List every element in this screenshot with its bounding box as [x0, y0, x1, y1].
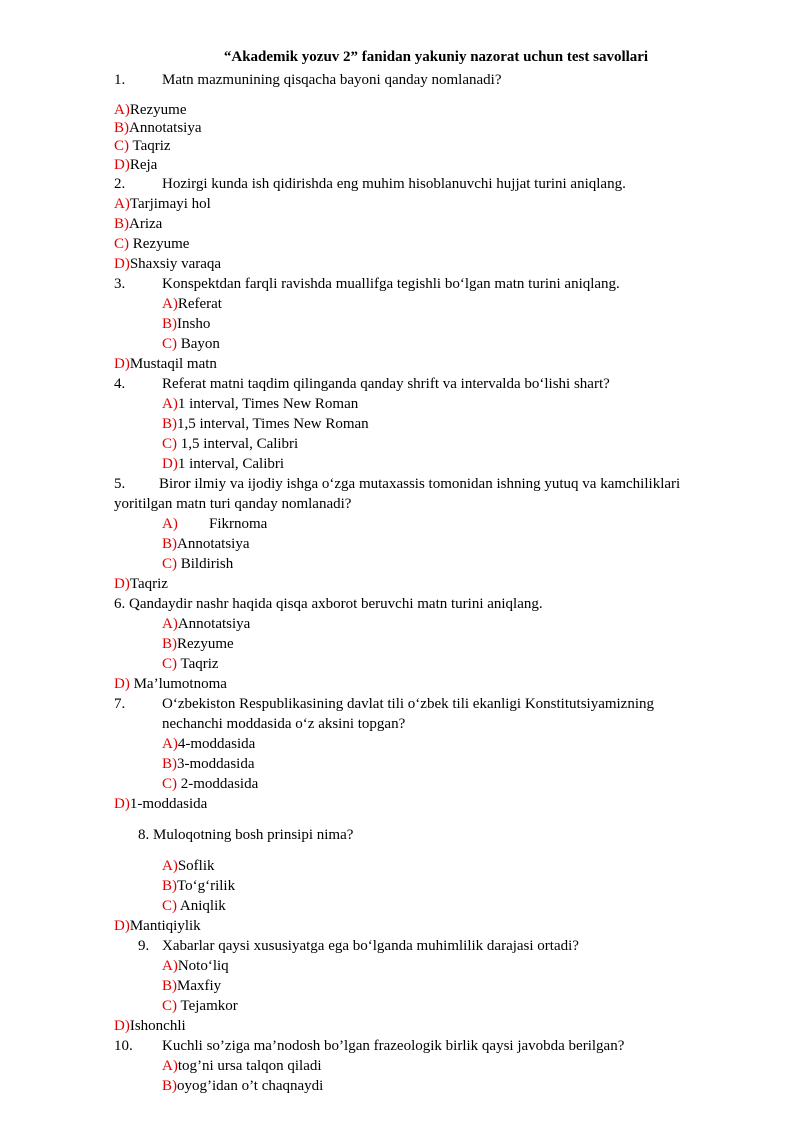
option-text: 4-moddasida [177, 736, 256, 752]
option-letter: D) [114, 157, 130, 173]
option [162, 996, 238, 1016]
option-letter: B) [162, 1078, 177, 1094]
question-text-continued: yoritilgan matn turi qanday nomlanadi? [114, 496, 352, 512]
option [114, 916, 201, 936]
question-number: 10. [114, 1038, 133, 1054]
question-text: Konspektdan farqli ravishda muallifga tegishli bo‘lgan matn turini aniqlang. [162, 276, 620, 292]
option-text: 1,5 interval, Calibri [177, 436, 299, 452]
question-text: Kuchli so’ziga ma’nodosh bo’lgan frazeologik birlik qaysi javobda berilgan? [162, 1038, 625, 1054]
question-text: Muloqotning bosh prinsipi nima? [153, 827, 354, 843]
option-letter: D) [114, 256, 130, 272]
question-number: 3. [114, 276, 126, 292]
option [162, 514, 267, 534]
question-text: Hozirgi kunda ish qidirishda eng muhim hisoblanuvchi hujjat turini aniqlang. [162, 176, 626, 192]
option-letter: B) [162, 536, 177, 552]
option-letter: D) [114, 918, 130, 934]
question-text-continued: nechanchi moddasida o‘z aksini topgan? [162, 716, 406, 732]
option [162, 774, 258, 794]
option-letter: C) [162, 556, 177, 572]
option-text: Fikrnoma [209, 516, 268, 532]
option [114, 214, 162, 234]
option-text: Rezyume [177, 636, 234, 652]
option [162, 434, 298, 454]
option [162, 856, 215, 876]
option-letter: A) [162, 396, 178, 412]
option [162, 1076, 323, 1096]
question-line [138, 825, 353, 845]
option-letter: A) [162, 858, 178, 874]
question-number: 8. [138, 827, 150, 843]
option-letter: B) [114, 216, 129, 232]
question-line [114, 594, 543, 614]
option [162, 634, 234, 654]
option [162, 394, 358, 414]
option-text: Bildirish [177, 556, 234, 572]
option-text: Annotatsiya [177, 536, 250, 552]
option [162, 896, 226, 916]
option-text: Taqriz [129, 576, 168, 592]
option-letter: B) [162, 316, 177, 332]
option-letter: C) [114, 236, 129, 252]
option [162, 754, 254, 774]
option-text: Aniqlik [177, 898, 226, 914]
option-text: Rezyume [129, 102, 187, 118]
option-text: Mustaqil matn [129, 356, 217, 372]
option-letter: D) [114, 1018, 130, 1034]
option-letter: B) [162, 978, 177, 994]
option-text: 1-moddasida [129, 796, 208, 812]
option-letter: C) [162, 436, 177, 452]
option-text: Tejamkor [177, 998, 238, 1014]
option-text: Shaxsiy varaqa [129, 256, 222, 272]
option-letter: C) [162, 898, 177, 914]
option-letter: A) [162, 516, 178, 532]
option-letter: B) [114, 120, 129, 136]
option-text: 1,5 interval, Times New Roman [177, 416, 369, 432]
option-text: 1 interval, Calibri [177, 456, 285, 472]
option [114, 674, 227, 694]
document-title: “Akademik yozuv 2” fanidan yakuniy nazorat uchun test savollari [223, 49, 649, 65]
option [162, 454, 284, 474]
option [162, 314, 210, 334]
option-letter: A) [162, 736, 178, 752]
option-letter: C) [162, 656, 177, 672]
option [162, 976, 221, 996]
option-letter: D) [162, 456, 178, 472]
option [114, 254, 221, 274]
option-text: 1 interval, Times New Roman [177, 396, 359, 412]
question-number: 6. [114, 596, 126, 612]
question-text: Referat matni taqdim qilinganda qanday shrift va intervalda bo‘lishi shart? [162, 376, 610, 392]
option [114, 155, 157, 175]
option-letter: C) [162, 336, 177, 352]
option-letter: A) [162, 616, 178, 632]
option [162, 654, 219, 674]
option [162, 956, 229, 976]
option-text: To‘g‘rilik [177, 878, 236, 894]
option [162, 334, 220, 354]
option [114, 794, 207, 814]
option-letter: B) [162, 636, 177, 652]
option-letter: D) [114, 796, 130, 812]
option [114, 1016, 186, 1036]
option [114, 354, 217, 374]
option-text: tog’ni ursa talqon qiladi [177, 1058, 322, 1074]
option-text: Tarjimayi hol [129, 196, 211, 212]
option-text: 2-moddasida [177, 776, 259, 792]
question-number: 5. [114, 476, 126, 492]
option-text: Taqriz [129, 138, 171, 154]
option [114, 118, 202, 138]
option-text: Ma’lumotnoma [129, 676, 227, 692]
option-text: Referat [177, 296, 222, 312]
option [162, 876, 235, 896]
option-text: Rezyume [129, 236, 190, 252]
option-text: Ishonchli [129, 1018, 186, 1034]
question-text: Qandaydir nashr haqida qisqa axborot beruvchi matn turini aniqlang. [129, 596, 543, 612]
option-text: oyog’idan o’t chaqnaydi [177, 1078, 324, 1094]
question-number: 4. [114, 376, 126, 392]
option-text: Ariza [129, 216, 163, 232]
option-text: Mantiqiylik [129, 918, 201, 934]
question-number: 7. [114, 696, 126, 712]
option-letter: D) [114, 676, 130, 692]
option-text: Bayon [177, 336, 220, 352]
option-letter: A) [114, 102, 130, 118]
option-letter: A) [114, 196, 130, 212]
option-text: Noto‘liq [177, 958, 229, 974]
option [114, 136, 171, 156]
option-text: Reja [129, 157, 158, 173]
question-text: O‘zbekiston Respublikasining davlat tili o‘zbek tili ekanligi Konstitutsiyamizning [162, 696, 655, 712]
question-number: 9. [138, 938, 150, 954]
option-text: Soflik [177, 858, 215, 874]
option [162, 1056, 322, 1076]
option [162, 294, 222, 314]
option [114, 234, 189, 254]
option-text: 3-moddasida [177, 756, 255, 772]
option [114, 194, 211, 214]
option [162, 534, 250, 554]
option-letter: D) [114, 576, 130, 592]
question-text: Biror ilmiy va ijodiy ishga o‘zga mutaxassis tomonidan ishning yutuq va kamchiliklari [159, 476, 681, 492]
option-letter: A) [162, 1058, 178, 1074]
option [162, 554, 233, 574]
option [162, 614, 250, 634]
option-text: Maxfiy [177, 978, 222, 994]
option [162, 734, 255, 754]
option-letter: C) [162, 776, 177, 792]
option-letter: A) [162, 958, 178, 974]
option [114, 100, 186, 120]
option [162, 414, 369, 434]
option-letter: C) [114, 138, 129, 154]
option-letter: B) [162, 878, 177, 894]
question-number: 2. [114, 176, 126, 192]
option-letter: D) [114, 356, 130, 372]
question-text: Xabarlar qaysi xususiyatga ega bo‘lganda muhimlilik darajasi ortadi? [162, 938, 579, 954]
option-letter: B) [162, 416, 177, 432]
question-text: Matn mazmunining qisqacha bayoni qanday nomlanadi? [162, 72, 502, 88]
option-letter: B) [162, 756, 177, 772]
option-letter: C) [162, 998, 177, 1014]
option-text: Annotatsiya [129, 120, 202, 136]
option-letter: A) [162, 296, 178, 312]
option-text: Insho [177, 316, 211, 332]
option [114, 574, 168, 594]
question-number: 1. [114, 72, 126, 88]
option-text: Annotatsiya [177, 616, 251, 632]
option-text: Taqriz [177, 656, 219, 672]
